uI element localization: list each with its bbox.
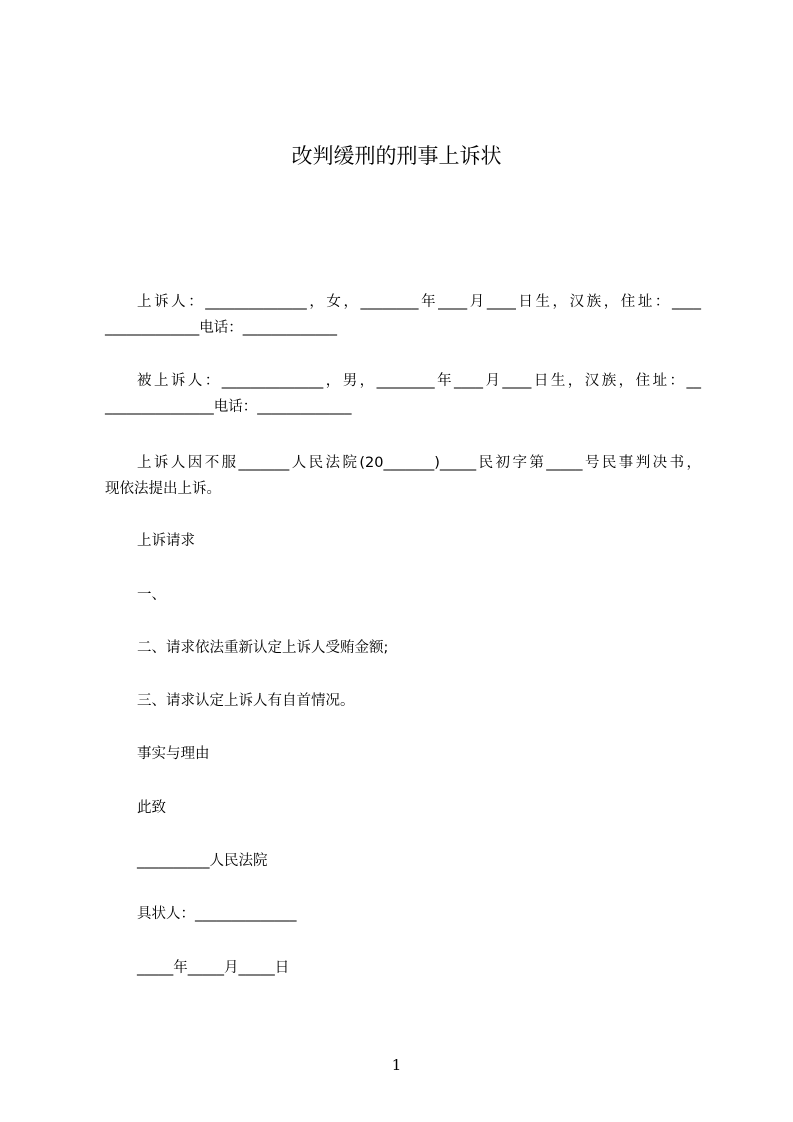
appellant-line-1: 上诉人：______________，女，________年____月____日生，汉族，住址：____ <box>137 294 701 310</box>
facts-heading: 事实与理由 <box>137 746 210 762</box>
court-line: __________人民法院 <box>137 853 268 869</box>
page-number: 1 <box>391 1056 402 1074</box>
appellee-line-2: _______________电话：_____________ <box>105 399 352 415</box>
claim-item-1: 一、 <box>137 587 166 603</box>
closing-salutation: 此致 <box>137 800 166 816</box>
appellee-line-1: 被上诉人：______________，男，________年____月____日生，汉族，住址：__ <box>137 373 701 389</box>
appellant-line-2: _____________电话：_____________ <box>105 320 337 336</box>
claims-heading: 上诉请求 <box>137 533 195 549</box>
date-line: _____年_____月_____日 <box>137 960 290 976</box>
statement-line-1: 上诉人因不服_______人民法院(20_______)_____民初字第_____号民事判决书， <box>137 455 701 471</box>
signer-line: 具状人：______________ <box>137 906 297 922</box>
claim-item-2: 二、请求依法重新认定上诉人受贿金额; <box>137 640 389 656</box>
claim-item-3: 三、请求认定上诉人有自首情况。 <box>137 693 355 709</box>
statement-line-2: 现依法提出上诉。 <box>105 481 221 497</box>
document-title: 改判缓刑的刑事上诉状 <box>291 144 502 168</box>
